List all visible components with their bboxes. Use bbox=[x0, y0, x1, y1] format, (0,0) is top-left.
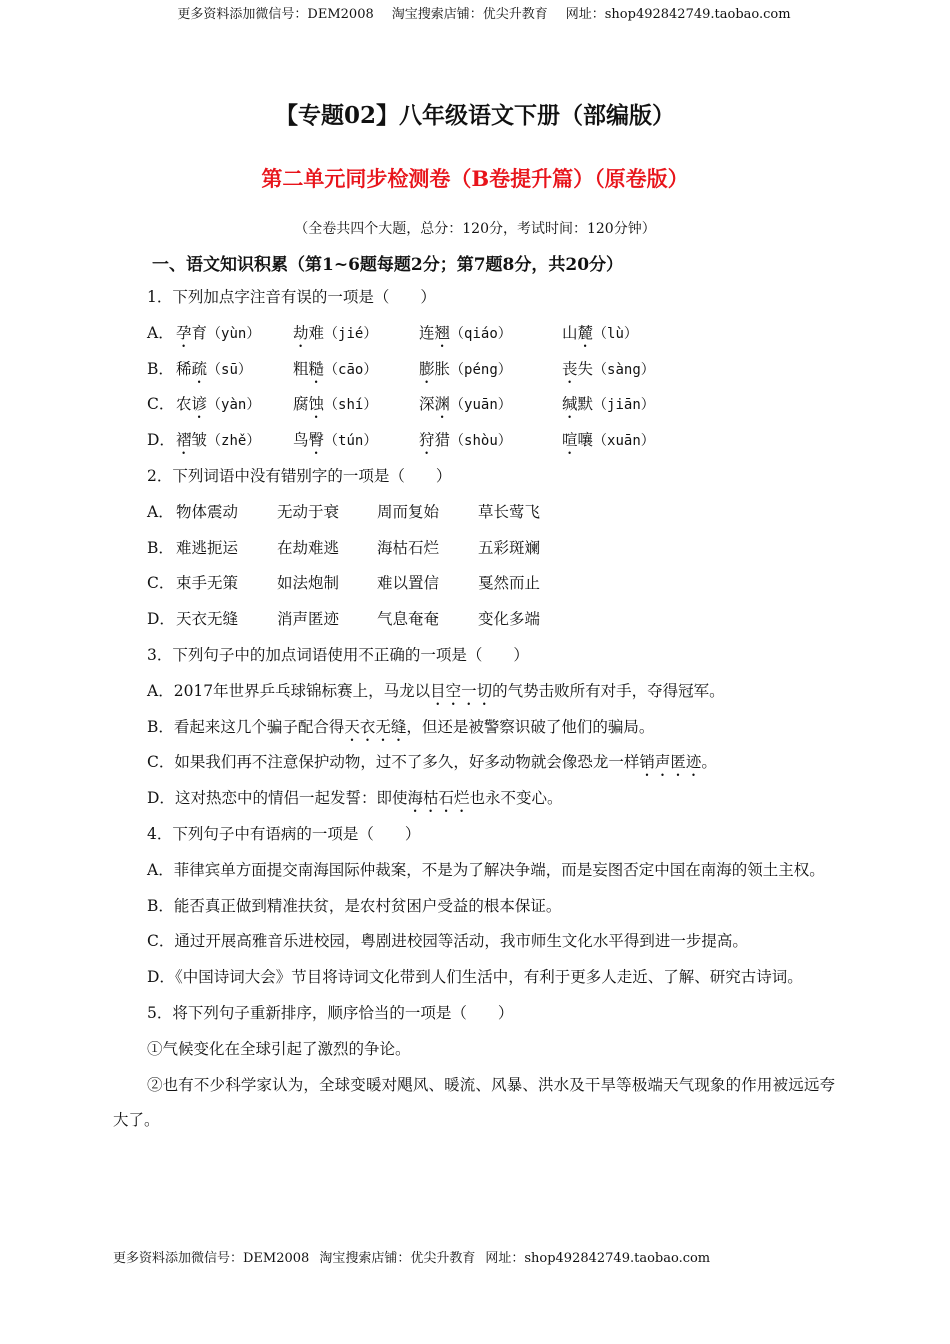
dotted-character: 褶 bbox=[176, 431, 192, 450]
sentence-part: 如果我们再不注意保护动物，过不了多久，好多动物就会像恐龙一样 bbox=[174, 753, 640, 772]
option-label: A． bbox=[147, 860, 174, 879]
idiom: 五彩斑斓 bbox=[478, 538, 541, 557]
question-3-option bbox=[113, 781, 835, 817]
option-label: D． bbox=[147, 431, 175, 450]
idiom: 束手无策 bbox=[176, 574, 239, 593]
word-with-pinyin bbox=[419, 423, 512, 460]
question-1-option bbox=[113, 316, 835, 352]
idiom: 如法炮制 bbox=[277, 574, 340, 593]
option-label: C． bbox=[147, 753, 175, 772]
word-part: 育 bbox=[191, 323, 208, 342]
pinyin: （jiān） bbox=[593, 397, 655, 414]
option-text: 能否真正做到精准扶贫，是农村贫困户受益的根本保证。 bbox=[173, 896, 562, 915]
word-part: 失 bbox=[577, 359, 594, 378]
sentence-part: 也永不变心。 bbox=[469, 789, 563, 808]
dotted-character: 劫 bbox=[293, 323, 309, 342]
sentence-part: 2017年世界乒乓球锦标赛上，马龙以 bbox=[173, 681, 431, 700]
question-1-stem: 1．下列加点字注音有误的一项是（ ） bbox=[147, 288, 436, 306]
word-part: 胀 bbox=[434, 359, 451, 378]
page-header bbox=[0, 3, 950, 22]
pinyin: （sū） bbox=[207, 361, 252, 378]
word-part: 山 bbox=[562, 323, 578, 342]
dotted-character: 糙 bbox=[308, 359, 325, 378]
question-5-sentence: ①气候变化在全球引起了激烈的争论。 bbox=[147, 1039, 411, 1058]
pinyin: （yuān） bbox=[450, 397, 512, 414]
question-2-option bbox=[113, 602, 835, 638]
word-part: 稀 bbox=[176, 359, 192, 378]
word-with-pinyin bbox=[293, 387, 377, 424]
dotted-character: 喧 bbox=[562, 431, 578, 450]
option-text: 菲律宾单方面提交南海国际仲裁案，不是为了解决争端，而是妄图否定中国在南海的领土主权。 bbox=[173, 860, 825, 879]
option-text: 《中国诗词大会》节目将诗词文化带到人们生活中，有利于更多人走近、了解、研究古诗词。 bbox=[174, 968, 803, 987]
word-with-pinyin bbox=[176, 352, 252, 389]
document-title: 【专题02】八年级语文下册（部编版） bbox=[274, 102, 675, 129]
pinyin: （yàn） bbox=[207, 397, 261, 414]
idiom: 周而复始 bbox=[377, 502, 440, 521]
question-3-option bbox=[113, 710, 835, 746]
option-label: C． bbox=[147, 574, 175, 593]
page-footer bbox=[113, 1247, 710, 1266]
question-4-stem: 4．下列句子中有语病的一项是（ ） bbox=[147, 824, 421, 843]
idiom: 在劫难逃 bbox=[277, 538, 340, 557]
word-part: 嚷 bbox=[577, 431, 594, 450]
word-part: 粗 bbox=[293, 359, 309, 378]
option-label: B． bbox=[147, 717, 174, 736]
option-text: 通过开展高雅音乐进校园，粤剧进校园等活动，我市师生文化水平得到进一步提高。 bbox=[174, 932, 748, 951]
sentence-part: 这对热恋中的情侣一起发誓：即使 bbox=[174, 789, 408, 808]
idiom: 变化多端 bbox=[478, 610, 541, 629]
idiom: 草长莺飞 bbox=[478, 502, 541, 521]
word-with-pinyin bbox=[562, 387, 655, 424]
option-label: C． bbox=[147, 932, 175, 951]
dotted-character: 渊 bbox=[434, 395, 451, 414]
option-label: A． bbox=[147, 681, 174, 700]
question-4-option bbox=[113, 853, 835, 889]
word-part: 连 bbox=[419, 323, 435, 342]
idiom: 难以置信 bbox=[377, 574, 440, 593]
question-3-option bbox=[113, 745, 835, 781]
dotted-character: 狩 bbox=[419, 431, 435, 450]
word-with-pinyin bbox=[419, 316, 512, 353]
word-part: 猎 bbox=[434, 431, 451, 450]
option-label: D． bbox=[147, 789, 175, 808]
question-5-sentence: ②也有不少科学家认为，全球变暖对飓风、暖流、风暴、洪水及干旱等极端天气现象的作用被远远夸大了。 bbox=[113, 1075, 835, 1130]
pinyin: （lù） bbox=[593, 325, 638, 342]
question-3-stem: 3．下列句子中的加点词语使用不正确的一项是（ ） bbox=[147, 645, 529, 664]
dotted-character: 膨 bbox=[419, 359, 435, 378]
idiom: 气息奄奄 bbox=[377, 610, 440, 629]
dotted-character: 臀 bbox=[308, 431, 325, 450]
word-part: 默 bbox=[577, 395, 594, 414]
word-with-pinyin bbox=[293, 352, 377, 389]
word-with-pinyin bbox=[176, 316, 260, 353]
header-wechat: 更多资料添加微信号：DEM2008 bbox=[177, 7, 374, 22]
word-with-pinyin bbox=[419, 352, 512, 389]
word-part: 鸟 bbox=[293, 431, 309, 450]
word-part: 难 bbox=[308, 323, 325, 342]
word-with-pinyin bbox=[562, 423, 655, 460]
idiom: 难逃扼运 bbox=[176, 538, 239, 557]
pinyin: （shòu） bbox=[450, 433, 512, 450]
word-with-pinyin bbox=[562, 316, 638, 353]
dotted-character: 蚀 bbox=[308, 395, 325, 414]
word-part: 深 bbox=[419, 395, 435, 414]
dotted-character: 丧 bbox=[562, 359, 578, 378]
dotted-phrase: 海枯石烂 bbox=[407, 789, 470, 808]
pinyin: （cāo） bbox=[324, 361, 378, 378]
word-part: 皱 bbox=[191, 431, 208, 450]
word-with-pinyin bbox=[176, 387, 260, 424]
footer-site: 网址：shop492842749.taobao.com bbox=[485, 1251, 711, 1266]
sentence-part: 的气势击败所有对手，夺得冠军。 bbox=[492, 681, 725, 700]
question-2-stem: 2．下列词语中没有错别字的一项是（ ） bbox=[147, 466, 452, 485]
dotted-character: 麓 bbox=[577, 323, 594, 342]
word-with-pinyin bbox=[419, 387, 512, 424]
idiom: 消声匿迹 bbox=[277, 610, 340, 629]
question-4-option bbox=[113, 924, 835, 960]
question-2-option bbox=[113, 495, 835, 531]
idiom: 无动于衰 bbox=[277, 502, 340, 521]
pinyin: （sàng） bbox=[593, 361, 655, 378]
question-3-option bbox=[113, 674, 835, 710]
dotted-phrase: 天衣无缝 bbox=[344, 717, 407, 736]
word-with-pinyin bbox=[562, 352, 655, 389]
word-with-pinyin bbox=[293, 316, 377, 353]
dotted-character: 缄 bbox=[562, 395, 578, 414]
pinyin: （yùn） bbox=[207, 325, 261, 342]
sentence-part: ，但还是被警察识破了他们的骗局。 bbox=[406, 717, 655, 736]
option-label: C． bbox=[147, 395, 175, 414]
question-4-option bbox=[113, 960, 835, 996]
word-with-pinyin bbox=[176, 423, 260, 460]
document-subtitle: 第二单元同步检测卷（B卷提升篇）（原卷版） bbox=[261, 166, 689, 191]
question-2-option bbox=[113, 531, 835, 567]
question-4-option bbox=[113, 889, 835, 925]
dotted-phrase: 目空一切 bbox=[430, 681, 493, 700]
dotted-character: 谚 bbox=[191, 395, 208, 414]
word-with-pinyin bbox=[293, 423, 377, 460]
dotted-phrase: 销声匿迹 bbox=[639, 753, 702, 772]
question-1-option bbox=[113, 387, 835, 423]
word-part: 腐 bbox=[293, 395, 309, 414]
word-part: 农 bbox=[176, 395, 192, 414]
sentence-part: 。 bbox=[701, 753, 717, 772]
pinyin: （qiáo） bbox=[450, 325, 512, 342]
option-label: B． bbox=[147, 896, 174, 915]
question-2-option bbox=[113, 566, 835, 602]
option-label: A． bbox=[147, 502, 174, 521]
sentence-part: 看起来这几个骗子配合得 bbox=[173, 717, 345, 736]
option-label: D． bbox=[147, 968, 175, 987]
dotted-character: 孕 bbox=[176, 323, 192, 342]
header-shop: 淘宝搜索店铺：优尖升教育 bbox=[391, 7, 548, 22]
question-5-stem: 5．将下列句子重新排序，顺序恰当的一项是（ ） bbox=[147, 1003, 514, 1022]
question-1-option bbox=[113, 352, 835, 388]
footer-wechat: 更多资料添加微信号：DEM2008 bbox=[113, 1251, 310, 1266]
pinyin: （tún） bbox=[324, 433, 378, 450]
footer-shop: 淘宝搜索店铺：优尖升教育 bbox=[319, 1251, 476, 1266]
exam-info: （全卷共四个大题，总分：120分，考试时间：120分钟） bbox=[294, 221, 656, 237]
pinyin: （jié） bbox=[324, 325, 378, 342]
idiom: 天衣无缝 bbox=[176, 610, 239, 629]
question-1-option bbox=[113, 423, 835, 459]
idiom: 物体震动 bbox=[176, 502, 239, 521]
option-label: D． bbox=[147, 610, 175, 629]
dotted-character: 翘 bbox=[434, 323, 451, 342]
question-body bbox=[113, 280, 835, 1139]
dotted-character: 疏 bbox=[191, 359, 208, 378]
pinyin: （xuān） bbox=[593, 433, 655, 450]
idiom: 戛然而止 bbox=[478, 574, 541, 593]
pinyin: （shí） bbox=[324, 397, 378, 414]
header-site: 网址：shop492842749.taobao.com bbox=[565, 7, 791, 22]
pinyin: （péng） bbox=[450, 361, 512, 378]
section-heading: 一、语文知识积累（第1~6题每题2分；第7题8分，共20分） bbox=[152, 255, 624, 275]
pinyin: （zhě） bbox=[207, 433, 261, 450]
idiom: 海枯石烂 bbox=[377, 538, 440, 557]
option-label: A． bbox=[147, 323, 174, 342]
option-label: B． bbox=[147, 359, 174, 378]
option-label: B． bbox=[147, 538, 174, 557]
